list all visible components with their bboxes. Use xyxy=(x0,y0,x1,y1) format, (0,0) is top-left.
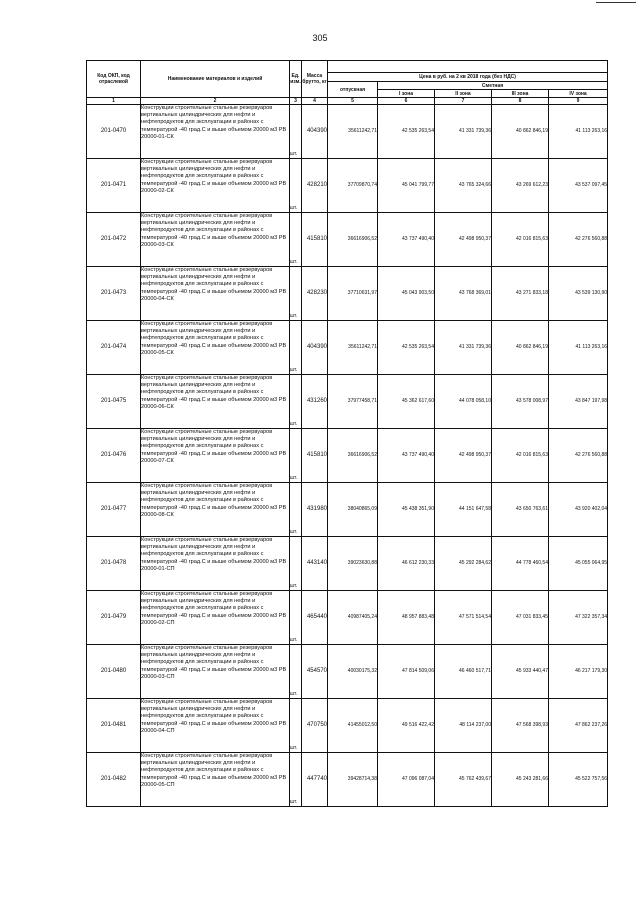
release-price: 35611242,71 xyxy=(328,321,378,375)
item-code: 201-0473 xyxy=(87,267,141,321)
item-code: 201-0482 xyxy=(87,753,141,807)
header-zone-3: III зона xyxy=(492,90,549,98)
zone-4-price: 43 847 197,98 xyxy=(549,375,608,429)
item-code: 201-0476 xyxy=(87,429,141,483)
zone-1-price: 49 516 422,42 xyxy=(378,699,435,753)
zone-2-price: 43 768 369,01 xyxy=(435,267,492,321)
zone-2-price: 42 498 950,37 xyxy=(435,213,492,267)
column-number: 8 xyxy=(492,98,549,105)
page-number: 305 xyxy=(312,33,328,43)
item-mass: 428210 xyxy=(302,159,328,213)
item-name: Конструкции строительные стальные резервуаров вертикальных цилиндрических для нефти и нефтепродуктов для эксплуатации в районах с температурой -40 град.С и выше объемом 20000 м3 РВ 20000-02-СК xyxy=(141,159,290,213)
item-name: Конструкции строительные стальные резервуаров вертикальных цилиндрических для нефти и нефтепродуктов для эксплуатации в районах с температурой -40 град.С и выше объемом 20000 м3 РВ 20000-01-СК xyxy=(141,105,290,159)
item-name: Конструкции строительные стальные резервуаров вертикальных цилиндрических для нефти и нефтепродуктов для эксплуатации в районах с температурой -40 град.С и выше объемом 20000 м3 РВ 20000-07-СК xyxy=(141,429,290,483)
column-number: 7 xyxy=(435,98,492,105)
item-unit: шт. xyxy=(290,753,302,807)
zone-3-price: 47 568 398,93 xyxy=(492,699,549,753)
zone-1-price: 48 957 883,48 xyxy=(378,591,435,645)
release-price: 36616906,52 xyxy=(328,213,378,267)
zone-1-price: 47 814 509,06 xyxy=(378,645,435,699)
zone-2-price: 44 078 058,10 xyxy=(435,375,492,429)
zone-3-price: 45 933 440,47 xyxy=(492,645,549,699)
header-estimate-price: Сметная xyxy=(378,82,608,90)
header-zone-1: I зона xyxy=(378,90,435,98)
release-price: 36616906,52 xyxy=(328,429,378,483)
zone-1-price: 45 041 799,77 xyxy=(378,159,435,213)
header-name: Наименование материалов и изделий xyxy=(141,61,290,98)
table-row xyxy=(87,105,608,159)
item-mass: 431980 xyxy=(302,483,328,537)
item-name: Конструкции строительные стальные резервуаров вертикальных цилиндрических для нефти и нефтепродуктов для эксплуатации в районах с температурой -40 град.С и выше объемом 20000 м3 РВ 20000-04-СП xyxy=(141,699,290,753)
header-release-price: отпускная xyxy=(328,82,378,98)
item-unit: шт. xyxy=(290,699,302,753)
release-price: 39023630,88 xyxy=(328,537,378,591)
zone-4-price: 46 217 179,30 xyxy=(549,645,608,699)
column-number: 9 xyxy=(549,98,608,105)
release-price: 41455012,50 xyxy=(328,699,378,753)
column-number: 1 xyxy=(87,98,141,105)
zone-3-price: 42 016 815,63 xyxy=(492,213,549,267)
item-unit: шт. xyxy=(290,159,302,213)
zone-1-price: 42 535 263,54 xyxy=(378,321,435,375)
release-price: 37977458,71 xyxy=(328,375,378,429)
zone-1-price: 45 362 617,60 xyxy=(378,375,435,429)
table-row xyxy=(87,645,608,699)
item-mass: 415810 xyxy=(302,429,328,483)
column-number: 2 xyxy=(141,98,290,105)
table-row xyxy=(87,321,608,375)
zone-4-price: 43 537 097,45 xyxy=(549,159,608,213)
zone-2-price: 48 114 237,00 xyxy=(435,699,492,753)
item-mass: 428230 xyxy=(302,267,328,321)
zone-4-price: 43 920 402,04 xyxy=(549,483,608,537)
zone-3-price: 40 862 846,19 xyxy=(492,105,549,159)
item-mass: 415810 xyxy=(302,213,328,267)
item-mass: 404390 xyxy=(302,105,328,159)
zone-4-price: 41 113 263,16 xyxy=(549,321,608,375)
column-number: 5 xyxy=(328,98,378,105)
item-mass: 443140 xyxy=(302,537,328,591)
item-name: Конструкции строительные стальные резервуаров вертикальных цилиндрических для нефти и нефтепродуктов для эксплуатации в районах с температурой -40 град.С и выше объемом 20000 м3 РВ 20000-02-СП xyxy=(141,591,290,645)
release-price: 37710631,97 xyxy=(328,267,378,321)
item-unit: шт. xyxy=(290,537,302,591)
header-zone-2: II зона xyxy=(435,90,492,98)
zone-4-price: 47 322 357,34 xyxy=(549,591,608,645)
item-code: 201-0479 xyxy=(87,591,141,645)
zone-4-price: 41 113 263,16 xyxy=(549,105,608,159)
item-mass: 404390 xyxy=(302,321,328,375)
item-name: Конструкции строительные стальные резервуаров вертикальных цилиндрических для нефти и нефтепродуктов для эксплуатации в районах с температурой -40 град.С и выше объемом 20000 м3 РВ 20000-05-СК xyxy=(141,321,290,375)
release-price: 39428714,38 xyxy=(328,753,378,807)
table-row xyxy=(87,591,608,645)
item-unit: шт. xyxy=(290,429,302,483)
table-row xyxy=(87,375,608,429)
zone-3-price: 40 862 846,19 xyxy=(492,321,549,375)
table-row xyxy=(87,537,608,591)
zone-1-price: 43 737 490,40 xyxy=(378,213,435,267)
header-mass: Масса брутто, кг xyxy=(302,61,328,98)
item-name: Конструкции строительные стальные резервуаров вертикальных цилиндрических для нефти и нефтепродуктов для эксплуатации в районах с температурой -40 град.С и выше объемом 20000 м3 РВ 20000-05-СП xyxy=(141,753,290,807)
header-price-group: Цена в руб. на 2 кв 2018 года (без НДС) xyxy=(328,73,608,82)
release-price: 40030175,32 xyxy=(328,645,378,699)
item-unit: шт. xyxy=(290,645,302,699)
zone-2-price: 45 292 284,62 xyxy=(435,537,492,591)
zone-4-price: 47 862 237,26 xyxy=(549,699,608,753)
table-row xyxy=(87,699,608,753)
item-name: Конструкции строительные стальные резервуаров вертикальных цилиндрических для нефти и нефтепродуктов для эксплуатации в районах с температурой -40 град.С и выше объемом 20000 м3 РВ 20000-04-СК xyxy=(141,267,290,321)
column-number: 4 xyxy=(302,98,328,105)
zone-2-price: 44 151 647,58 xyxy=(435,483,492,537)
release-price: 40987405,24 xyxy=(328,591,378,645)
table-row xyxy=(87,213,608,267)
column-number: 3 xyxy=(290,98,302,105)
zone-1-price: 42 535 263,54 xyxy=(378,105,435,159)
table-row xyxy=(87,753,608,807)
zone-3-price: 43 578 008,97 xyxy=(492,375,549,429)
item-unit: шт. xyxy=(290,105,302,159)
zone-1-price: 45 438 351,90 xyxy=(378,483,435,537)
item-mass: 454570 xyxy=(302,645,328,699)
zone-2-price: 47 571 514,54 xyxy=(435,591,492,645)
item-unit: шт. xyxy=(290,591,302,645)
item-code: 201-0481 xyxy=(87,699,141,753)
release-price: 38040865,09 xyxy=(328,483,378,537)
table-row xyxy=(87,429,608,483)
item-name: Конструкции строительные стальные резервуаров вертикальных цилиндрических для нефти и нефтепродуктов для эксплуатации в районах с температурой -40 град.С и выше объемом 20000 м3 РВ 20000-03-СП xyxy=(141,645,290,699)
item-code: 201-0472 xyxy=(87,213,141,267)
zone-2-price: 41 331 739,36 xyxy=(435,105,492,159)
zone-4-price: 42 276 560,88 xyxy=(549,429,608,483)
header-zone-4: IV зона xyxy=(549,90,608,98)
release-price: 35611242,71 xyxy=(328,105,378,159)
zone-3-price: 43 271 833,18 xyxy=(492,267,549,321)
item-unit: шт. xyxy=(290,375,302,429)
item-name: Конструкции строительные стальные резервуаров вертикальных цилиндрических для нефти и нефтепродуктов для эксплуатации в районах с температурой -40 град.С и выше объемом 20000 м3 РВ 20000-03-СК xyxy=(141,213,290,267)
column-number: 6 xyxy=(378,98,435,105)
header-code: Код ОКП, код отраслевой xyxy=(87,61,141,98)
zone-1-price: 43 737 490,40 xyxy=(378,429,435,483)
item-unit: шт. xyxy=(290,267,302,321)
price-table xyxy=(86,60,608,807)
zone-1-price: 45 043 903,50 xyxy=(378,267,435,321)
item-unit: шт. xyxy=(290,321,302,375)
zone-4-price: 45 055 064,95 xyxy=(549,537,608,591)
column-number-row xyxy=(87,98,608,105)
item-mass: 470750 xyxy=(302,699,328,753)
item-code: 201-0480 xyxy=(87,645,141,699)
zone-3-price: 44 778 460,54 xyxy=(492,537,549,591)
table-row xyxy=(87,483,608,537)
zone-3-price: 43 650 763,61 xyxy=(492,483,549,537)
zone-1-price: 47 096 087,04 xyxy=(378,753,435,807)
zone-4-price: 43 539 130,90 xyxy=(549,267,608,321)
zone-1-price: 46 612 230,33 xyxy=(378,537,435,591)
item-name: Конструкции строительные стальные резервуаров вертикальных цилиндрических для нефти и нефтепродуктов для эксплуатации в районах с температурой -40 град.С и выше объемом 20000 м3 РВ 20000-06-СК xyxy=(141,375,290,429)
zone-3-price: 45 243 281,66 xyxy=(492,753,549,807)
zone-2-price: 46 460 517,71 xyxy=(435,645,492,699)
item-unit: шт. xyxy=(290,213,302,267)
release-price: 37709870,74 xyxy=(328,159,378,213)
table-row xyxy=(87,267,608,321)
zone-2-price: 45 762 439,67 xyxy=(435,753,492,807)
item-mass: 447740 xyxy=(302,753,328,807)
zone-3-price: 42 016 815,63 xyxy=(492,429,549,483)
zone-2-price: 43 765 324,66 xyxy=(435,159,492,213)
top-edge-mark xyxy=(596,2,636,3)
zone-2-price: 41 331 739,36 xyxy=(435,321,492,375)
item-code: 201-0470 xyxy=(87,105,141,159)
header-unit: Ед. изм. xyxy=(290,61,302,98)
header-price-blank xyxy=(328,61,608,73)
item-code: 201-0471 xyxy=(87,159,141,213)
table-row xyxy=(87,159,608,213)
zone-3-price: 47 031 833,45 xyxy=(492,591,549,645)
item-code: 201-0478 xyxy=(87,537,141,591)
zone-4-price: 45 522 757,56 xyxy=(549,753,608,807)
zone-3-price: 43 269 612,23 xyxy=(492,159,549,213)
item-name: Конструкции строительные стальные резервуаров вертикальных цилиндрических для нефти и нефтепродуктов для эксплуатации в районах с температурой -40 град.С и выше объемом 20000 м3 РВ 20000-08-СК xyxy=(141,483,290,537)
item-unit: шт. xyxy=(290,483,302,537)
item-code: 201-0477 xyxy=(87,483,141,537)
item-code: 201-0475 xyxy=(87,375,141,429)
item-name: Конструкции строительные стальные резервуаров вертикальных цилиндрических для нефти и нефтепродуктов для эксплуатации в районах с температурой -40 град.С и выше объемом 20000 м3 РВ 20000-01-СП xyxy=(141,537,290,591)
item-code: 201-0474 xyxy=(87,321,141,375)
item-mass: 465440 xyxy=(302,591,328,645)
zone-4-price: 42 276 560,88 xyxy=(549,213,608,267)
item-mass: 431260 xyxy=(302,375,328,429)
zone-2-price: 42 498 950,37 xyxy=(435,429,492,483)
